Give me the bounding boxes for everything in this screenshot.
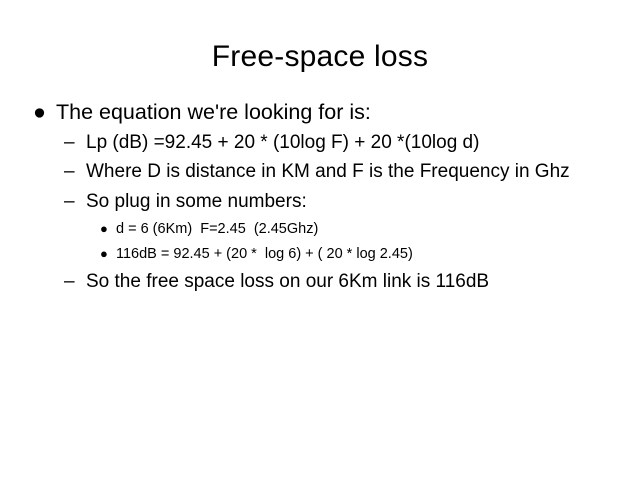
list-item-text: Lp (dB) =92.45 + 20 * (10log F) + 20 *(10log d)	[86, 131, 480, 153]
list-item	[0, 190, 640, 215]
bullet-dash-icon: –	[64, 131, 75, 153]
bullet-disc-icon: ●	[100, 245, 108, 261]
bullet-dash-icon: –	[64, 270, 75, 292]
list-item	[0, 220, 640, 239]
bullet-disc-icon: ●	[33, 100, 46, 124]
list-item	[0, 245, 640, 264]
list-item	[0, 160, 640, 185]
bullet-dash-icon: –	[64, 161, 75, 183]
list-item-text: So the free space loss on our 6Km link is 116dB	[86, 270, 490, 292]
list-item	[0, 99, 640, 127]
list-item-text: So plug in some numbers:	[86, 190, 307, 212]
bullet-dash-icon: –	[64, 190, 75, 212]
slide-body-list	[0, 99, 640, 295]
bullet-disc-icon: ●	[100, 220, 108, 236]
list-item-text: Where D is distance in KM and F is the Frequency in Ghz	[86, 161, 570, 183]
list-item-text: The equation we're looking for is:	[56, 100, 371, 124]
list-item	[0, 131, 640, 156]
list-item-text: 116dB = 92.45 + (20 * log 6) + ( 20 * log 2.45)	[116, 245, 413, 262]
list-item-text: d = 6 (6Km) F=2.45 (2.45Ghz)	[116, 220, 319, 237]
list-item	[0, 270, 640, 295]
page-title: Free-space loss	[211, 40, 429, 73]
